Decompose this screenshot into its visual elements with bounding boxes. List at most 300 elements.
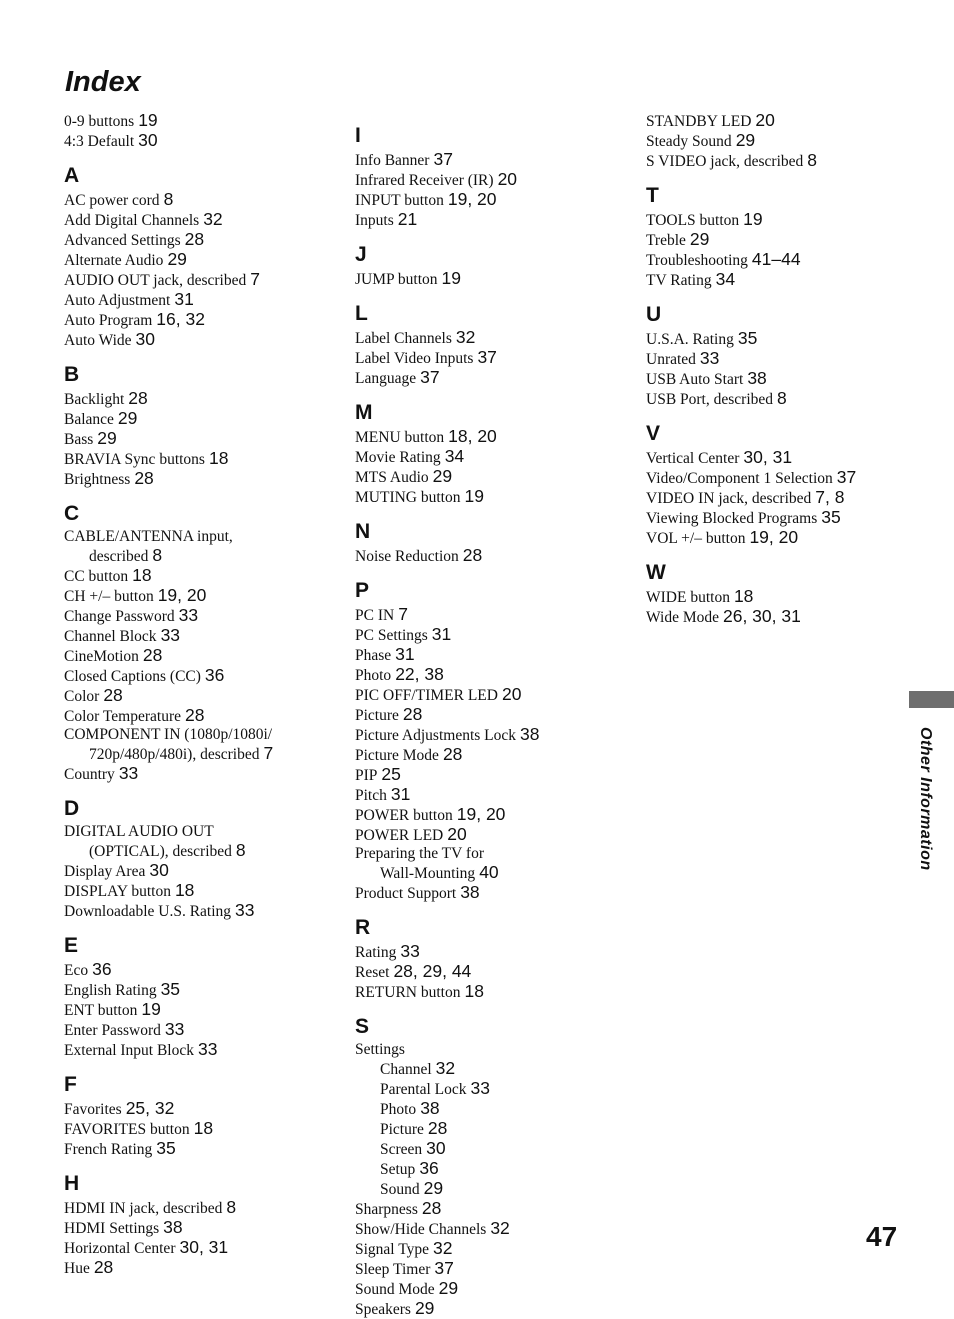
index-entry [64,310,354,330]
entry-page-ref: 7 [263,743,274,763]
index-column-3 [646,111,936,627]
entry-term: Wide Mode [646,609,719,626]
entry-page-ref: 19, 20 [157,585,207,605]
entry-term: 720p/480p/480i), described [89,746,260,763]
entry-term: 4:3 Default [64,133,135,150]
entry-page-ref: 33 [235,900,255,920]
entry-page-ref: 33 [160,625,181,645]
index-entry [64,1258,354,1278]
entry-term: English Rating [64,982,157,999]
index-entry [64,230,354,250]
index-entry [355,1059,645,1079]
index-entry [355,150,645,170]
index-entry [64,449,354,469]
entry-term: Language [355,370,417,387]
index-entry [646,210,936,230]
entry-term: Auto Wide [64,332,132,349]
index-entry [64,686,354,706]
index-entry [355,982,645,1002]
entry-page-ref: 18, 20 [448,426,497,446]
entry-term: Label Channels [355,330,452,347]
index-entry [64,131,354,151]
entry-term: French Rating [64,1141,153,1158]
index-entry [646,508,936,528]
entry-page-ref: 29 [735,130,756,150]
index-section-p [355,580,645,903]
entry-page-ref: 36 [204,665,225,685]
entry-page-ref: 38 [747,368,767,388]
index-section-h [64,1173,354,1278]
entry-page-ref: 31 [431,624,452,644]
index-entry [355,605,645,625]
section-letter: T [646,184,659,207]
entry-page-ref: 32 [455,327,476,347]
section-letter: B [64,363,80,386]
entry-term: Steady Sound [646,133,732,150]
entry-page-ref: 37 [836,467,857,487]
entry-term: Enter Password [64,1022,161,1039]
index-entry [64,901,354,921]
entry-page-ref: 35 [737,328,758,348]
entry-term: Pitch [355,787,387,804]
entry-page-ref: 28 [185,705,205,725]
index-entry [355,190,645,210]
entry-page-ref: 31 [395,644,415,664]
entry-page-ref: 19, 20 [456,804,506,824]
entry-term: POWER LED [355,827,444,844]
section-letter: F [64,1073,77,1096]
index-entry [64,626,354,646]
index-entry [355,1219,645,1239]
entry-term: HDMI Settings [64,1220,160,1237]
entry-term: Parental Lock [380,1081,467,1098]
entry-term: Channel [380,1061,432,1078]
entry-page-ref: 33 [470,1078,490,1098]
index-section-i [355,125,645,230]
index-entry [64,1198,354,1218]
entry-term: Sound [380,1181,420,1198]
entry-term: Sound Mode [355,1281,435,1298]
entry-page-ref: 28 [128,388,148,408]
entry-term: FAVORITES button [64,1121,190,1138]
entry-page-ref: 19 [743,209,763,229]
entry-page-ref: 29 [414,1298,435,1318]
entry-term: Treble [646,232,686,249]
entry-term: Alternate Audio [64,252,164,269]
index-entry [64,1000,354,1020]
page-number: 47 [866,1221,898,1252]
entry-term: Movie Rating [355,449,441,466]
index-section-a [64,165,354,350]
entry-term: Channel Block [64,628,157,645]
entry-term: Balance [64,411,114,428]
entry-term: Bass [64,431,94,448]
entry-term: (OPTICAL), described [89,843,232,860]
entry-term: Auto Adjustment [64,292,171,309]
section-letter: E [64,934,79,957]
entry-term: Display Area [64,863,146,880]
entry-page-ref: 30 [426,1138,446,1158]
entry-term: DIGITAL AUDIO OUT [64,823,214,840]
index-entry [355,685,645,705]
index-section-m [355,402,645,507]
section-letter: N [355,520,371,543]
index-entry [646,131,936,151]
index-section-v [646,423,936,548]
index-entry [64,586,354,606]
index-column-1 [64,111,354,1278]
section-letter: M [355,401,373,424]
index-entry [355,348,645,368]
index-entry [64,528,354,546]
index-entry [64,1218,354,1238]
entry-term: RETURN button [355,984,461,1001]
index-entry [355,487,645,507]
entry-term: BRAVIA Sync buttons [64,451,205,468]
index-entry [646,349,936,369]
entry-page-ref: 33 [118,763,139,783]
index-section-s [355,1016,645,1319]
entry-term: Label Video Inputs [355,350,474,367]
entry-term: DISPLAY button [64,883,171,900]
entry-page-ref: 29 [117,408,138,428]
entry-page-ref: 19 [138,110,158,130]
entry-page-ref: 28, 29, 44 [393,961,472,981]
section-letter: V [646,422,661,445]
entry-page-ref: 28 [142,645,163,665]
index-entry [64,960,354,980]
entry-term: MUTING button [355,489,461,506]
entry-term: AC power cord [64,192,160,209]
entry-term: Eco [64,962,89,979]
entry-term: CC button [64,568,129,585]
index-entry [64,566,354,586]
index-entry [355,625,645,645]
entry-page-ref: 33 [198,1039,218,1059]
index-entry [646,528,936,548]
section-letter: I [355,124,361,147]
index-entry [646,488,936,508]
entry-term: Settings [355,1041,405,1058]
index-section-start [64,111,354,151]
index-section-u [646,304,936,409]
entry-page-ref: 36 [92,959,112,979]
entry-term: AUDIO OUT jack, described [64,272,247,289]
entry-term: Photo [355,667,392,684]
section-letter: P [355,579,370,602]
entry-term: PC IN [355,607,395,624]
entry-term: PC Settings [355,627,428,644]
entry-term: Hue [64,1260,90,1277]
entry-term: Troubleshooting [646,252,748,269]
index-entry [646,607,936,627]
entry-term: Add Digital Channels [64,212,200,229]
index-section-e [64,935,354,1060]
entry-page-ref: 19 [141,999,161,1019]
entry-term: Unrated [646,351,696,368]
entry-page-ref: 33 [699,348,720,368]
entry-term: Advanced Settings [64,232,181,249]
index-entry [64,270,354,290]
index-entry [64,1099,354,1119]
section-tab-marker [909,691,954,708]
entry-page-ref: 20 [497,169,518,189]
entry-term: External Input Block [64,1042,194,1059]
section-letter: C [64,502,80,525]
entry-page-ref: 8 [226,1197,237,1217]
index-entry [355,170,645,190]
index-entry [64,706,354,726]
entry-term: CABLE/ANTENNA input, [64,528,233,545]
index-entry [64,111,354,131]
entry-page-ref: 35 [821,507,841,527]
entry-page-ref: 33 [178,605,199,625]
index-entry [355,845,645,863]
index-entry [64,744,354,764]
entry-page-ref: 8 [807,150,817,170]
entry-term: Product Support [355,885,457,902]
entry-term: Brightness [64,471,131,488]
index-entry [355,805,645,825]
index-entry [355,1079,645,1099]
entry-page-ref: 28 [421,1198,442,1218]
index-entry [64,1020,354,1040]
index-entry [646,250,936,270]
entry-term: WIDE button [646,589,730,606]
index-entry [646,111,936,131]
index-entry [646,468,936,488]
entry-term: Wall-Mounting [380,865,476,882]
index-entry [355,1159,645,1179]
entry-page-ref: 32 [432,1238,453,1258]
index-entry [355,962,645,982]
index-entry [64,409,354,429]
entry-term: INPUT button [355,192,444,209]
index-section-start [646,111,936,171]
entry-term: HDMI IN jack, described [64,1200,223,1217]
entry-page-ref: 28 [184,229,205,249]
index-entry [355,269,645,289]
index-entry [64,1238,354,1258]
entry-page-ref: 31 [174,289,194,309]
index-entry [355,1259,645,1279]
index-entry [64,764,354,784]
entry-page-ref: 37 [434,1258,454,1278]
index-entry [355,1119,645,1139]
entry-page-ref: 33 [164,1019,185,1039]
section-letter: S [355,1015,370,1038]
entry-page-ref: 25, 32 [125,1098,175,1118]
entry-page-ref: 30 [149,860,169,880]
entry-page-ref: 29 [167,249,187,269]
entry-page-ref: 32 [490,1218,510,1238]
entry-page-ref: 28 [427,1118,448,1138]
entry-term: Preparing the TV for [355,845,484,862]
entry-page-ref: 33 [400,941,420,961]
index-entry [64,330,354,350]
index-entry [355,863,645,883]
entry-term: 0-9 buttons [64,113,135,130]
index-entry [355,825,645,845]
entry-term: Setup [380,1161,416,1178]
index-entry [355,427,645,447]
index-entry [355,883,645,903]
entry-page-ref: 8 [235,840,246,860]
entry-page-ref: 28 [93,1257,114,1277]
entry-term: Downloadable U.S. Rating [64,903,232,920]
entry-term: Screen [380,1141,423,1158]
entry-term: TOOLS button [646,212,740,229]
index-entry [646,587,936,607]
entry-term: Video/Component 1 Selection [646,470,833,487]
index-section-c [64,503,354,784]
index-entry [355,447,645,467]
index-entry [355,1239,645,1259]
entry-page-ref: 28 [442,744,463,764]
index-entry [355,942,645,962]
index-entry [355,745,645,765]
entry-term: described [89,548,149,565]
entry-page-ref: 26, 30, 31 [722,606,801,626]
entry-page-ref: 8 [163,189,174,209]
index-section-f [64,1074,354,1159]
entry-page-ref: 16, 32 [156,309,205,329]
index-entry [355,645,645,665]
section-letter: A [64,164,80,187]
entry-page-ref: 20 [447,824,467,844]
entry-term: Sleep Timer [355,1261,431,1278]
entry-term: USB Port, described [646,391,774,408]
entry-page-ref: 40 [479,862,499,882]
entry-page-ref: 31 [390,784,411,804]
entry-term: CH +/– button [64,588,154,605]
index-entry [646,389,936,409]
entry-page-ref: 37 [420,367,440,387]
index-entry [355,1099,645,1119]
entry-page-ref: 38 [163,1217,183,1237]
index-entry [64,881,354,901]
entry-page-ref: 8 [152,545,163,565]
index-section-w [646,562,936,627]
entry-term: Sharpness [355,1201,418,1218]
index-entry [355,1041,645,1059]
entry-page-ref: 7, 8 [815,487,845,507]
index-entry [64,1139,354,1159]
entry-term: Country [64,766,115,783]
index-entry [355,467,645,487]
entry-page-ref: 8 [777,388,787,408]
section-letter: J [355,243,367,266]
index-entry [355,725,645,745]
entry-page-ref: 34 [444,446,465,466]
entry-page-ref: 41–44 [751,249,801,269]
index-entry [64,389,354,409]
entry-page-ref: 7 [250,269,260,289]
entry-page-ref: 38 [460,882,480,902]
entry-page-ref: 32 [435,1058,456,1078]
entry-page-ref: 37 [433,149,453,169]
entry-term: Favorites [64,1101,122,1118]
entry-term: Phase [355,647,392,664]
entry-term: Info Banner [355,152,430,169]
index-entry [646,230,936,250]
entry-page-ref: 36 [419,1158,439,1178]
entry-term: Rating [355,944,397,961]
index-entry [355,705,645,725]
entry-term: VIDEO IN jack, described [646,490,812,507]
index-section-j [355,244,645,289]
entry-page-ref: 19 [441,268,462,288]
entry-term: VOL +/– button [646,530,746,547]
entry-term: Speakers [355,1301,411,1318]
entry-term: Photo [380,1101,417,1118]
entry-term: Color [64,688,100,705]
entry-page-ref: 21 [397,209,418,229]
entry-page-ref: 28 [462,545,483,565]
index-entry [355,1139,645,1159]
section-letter: U [646,303,662,326]
index-entry [64,210,354,230]
entry-page-ref: 19, 20 [447,189,497,209]
entry-term: Backlight [64,391,125,408]
index-entry [64,290,354,310]
entry-term: Auto Program [64,312,153,329]
entry-page-ref: 18 [464,981,484,1001]
entry-term: USB Auto Start [646,371,744,388]
entry-term: Infrared Receiver (IR) [355,172,494,189]
entry-page-ref: 29 [689,229,710,249]
section-letter: W [646,561,666,584]
entry-page-ref: 7 [398,604,408,624]
index-entry [355,1179,645,1199]
entry-page-ref: 22, 38 [395,664,444,684]
entry-page-ref: 30, 31 [179,1237,229,1257]
index-entry [64,1040,354,1060]
entry-term: Change Password [64,608,175,625]
index-entry [64,823,354,841]
entry-term: PIP [355,767,378,784]
entry-term: Picture Mode [355,747,439,764]
entry-term: Picture Adjustments Lock [355,727,517,744]
index-entry [64,429,354,449]
section-letter: L [355,302,368,325]
index-entry [646,329,936,349]
entry-term: STANDBY LED [646,113,752,130]
index-entry [64,980,354,1000]
entry-page-ref: 18 [132,565,152,585]
entry-term: MTS Audio [355,469,429,486]
entry-page-ref: 38 [520,724,540,744]
index-entry [64,546,354,566]
entry-term: Horizontal Center [64,1240,176,1257]
entry-page-ref: 28 [134,468,154,488]
index-entry [64,666,354,686]
entry-page-ref: 32 [203,209,223,229]
index-entry [355,765,645,785]
entry-term: ENT button [64,1002,138,1019]
index-entry [355,210,645,230]
entry-page-ref: 38 [420,1098,440,1118]
entry-term: Viewing Blocked Programs [646,510,818,527]
index-entry [64,726,354,744]
section-letter: H [64,1172,80,1195]
entry-term: CineMotion [64,648,139,665]
entry-page-ref: 35 [156,1138,176,1158]
entry-page-ref: 30, 31 [743,447,793,467]
index-entry [64,861,354,881]
entry-page-ref: 30 [138,130,158,150]
index-section-d [64,798,354,921]
